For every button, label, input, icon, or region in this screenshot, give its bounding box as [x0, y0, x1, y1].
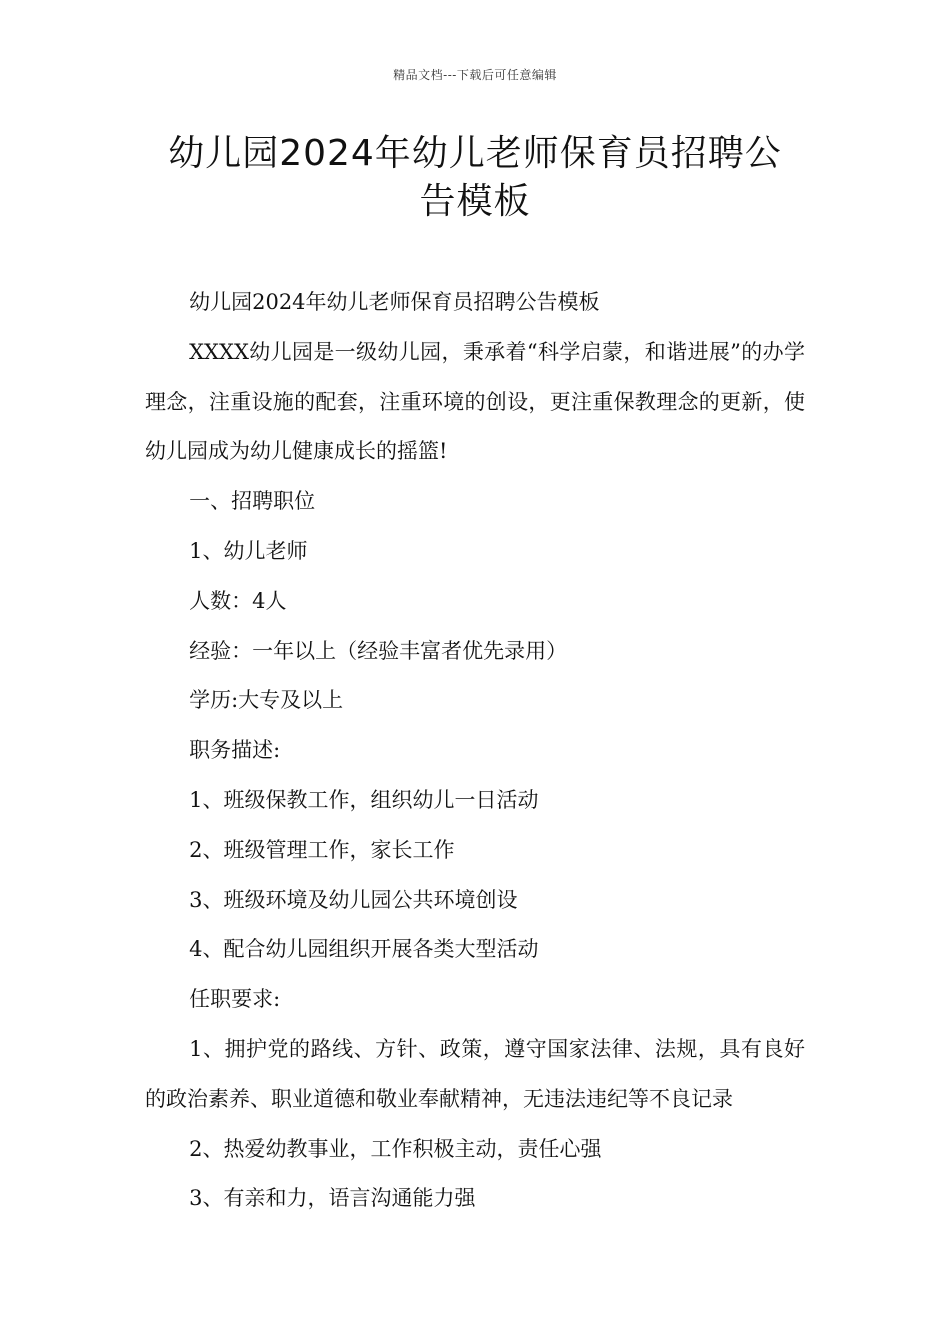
page-header-note: 精品文档---下载后可任意编辑 — [393, 68, 557, 82]
position-headcount: 人数：4人 — [189, 588, 287, 613]
position-education: 学历:大专及以上 — [189, 688, 344, 713]
section-heading-positions: 一、招聘职位 — [189, 489, 316, 514]
duty-item: 2、班级管理工作，家长工作 — [189, 837, 455, 862]
duty-item: 1、班级保教工作，组织幼儿一日活动 — [189, 787, 539, 812]
paragraph-subtitle: 幼儿园2024年幼儿老师保育员招聘公告模板 — [189, 290, 600, 314]
paragraph-intro: XXXX幼儿园是一级幼儿园，秉承着“科学启蒙，和谐进展”的办学理念，注重设施的配套，注重环境的创设，更注重保教理念的更新，使幼儿园成为幼儿健康成长的摇篮! — [145, 339, 805, 464]
document-body — [145, 278, 805, 1224]
duty-item: 4、配合幼儿园组织开展各类大型活动 — [189, 937, 539, 962]
requirement-item: 3、有亲和力，语言沟通能力强 — [189, 1186, 476, 1211]
requirement-item: 1、拥护党的路线、方针、政策，遵守国家法律、法规，具有良好的政治素养、职业道德和敬业奉献精神，无违法违纪等不良记录 — [145, 1036, 805, 1111]
position-title: 1、幼儿老师 — [189, 538, 308, 563]
document-title: 幼儿园2024年幼儿老师保育员招聘公告模板 — [168, 133, 782, 222]
duty-item: 3、班级环境及幼儿园公共环境创设 — [189, 887, 518, 912]
requirement-item: 2、热爱幼教事业，工作积极主动，责任心强 — [189, 1136, 602, 1161]
position-experience: 经验：一年以上（经验丰富者优先录用） — [189, 638, 568, 663]
duties-heading: 职务描述: — [189, 738, 281, 763]
requirements-heading: 任职要求: — [189, 987, 281, 1012]
